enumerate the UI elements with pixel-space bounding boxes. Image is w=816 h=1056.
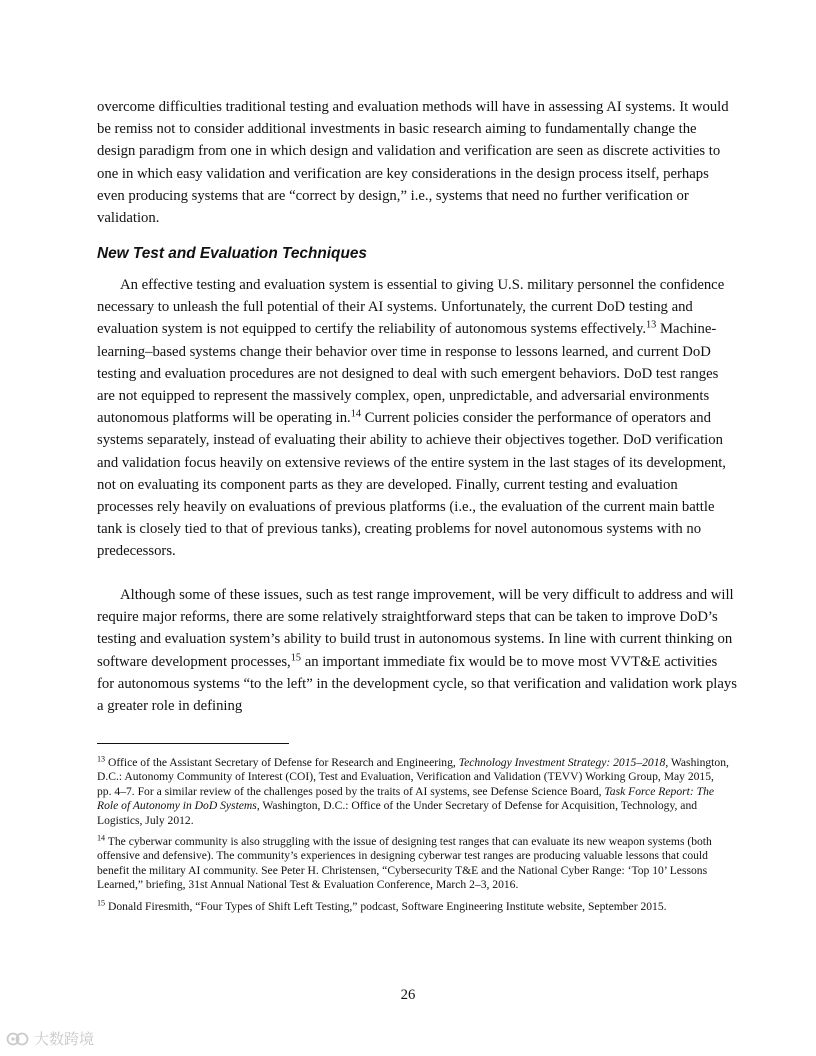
footnote-13 [97,756,729,828]
watermark [6,1028,94,1049]
brand-logo-icon [6,1030,30,1048]
footnote-number: 15 [97,898,106,908]
footnote-text: Donald Firesmith, “Four Types of Shift Left Testing,” podcast, Software Engineering Institute website, September 2015. [105,899,667,913]
paragraph-test-evaluation [97,274,737,563]
footnote-14 [97,835,729,893]
paragraph-text: Current policies consider the performance of operators and systems separately, instead of evaluating their ability to achieve their objectives together. DoD verification and validation focus heavily on extensive reviews of the entire system in the last stages of its development, not on evaluating its component parts as they are developed. Finally, current testing and evaluation processes rely heavily on evaluations of previous platforms (i.e., the evaluation of the current main battle tank is closely tied to that of previous tanks), creating problems for novel autonomous systems with no predecessors. [97,410,726,560]
footnote-text: , Washington, D.C.: Autonomy Community of Interest (COI), Test and Evaluation, Verification and Validation (TEVV) Working Group, May 2015, pp. 4–7. For a similar review of the challenges posed by the traits of AI systems, see Defense Science Board, [97,756,729,798]
footnote-ref-13[interactable]: 13 [646,319,657,331]
footnotes [97,756,729,921]
footnote-divider [97,743,289,744]
paragraph-reforms [97,584,737,717]
footnote-number: 14 [97,833,106,843]
watermark-text: 大数跨境 [34,1030,95,1048]
footnote-ref-15[interactable]: 15 [290,651,302,663]
footnote-text: The cyberwar community is also struggling with the issue of designing test ranges that can evaluate its new weapon systems (both offensive and defensive). The community’s experiences in designing cyberwar test ranges are producing valuable lessons that could benefit the military AI community. See Peter H. Christensen, “Cybersecurity T&E and the National Cyber Range: ‘Top 10’ Lessons Learned,” briefing, 31st Annual National Test & Evaluation Conference, March 2–3, 2016. [97,835,712,892]
footnote-text: Office of the Assistant Secretary of Defense for Research and Engineering, [105,756,459,769]
paragraph-text: an important immediate fix would be to move most VVT&E activities for autonomous systems “to the left” in the development cycle, so that verification and validation work plays a greater role in defining [97,653,737,715]
footnote-15 [97,900,729,914]
footnote-ref-14[interactable]: 14 [350,408,362,420]
footnote-number: 13 [97,754,106,764]
footnote-text: , Washington, D.C.: Office of the Under Secretary of Defense for Acquisition, Technology, and Logistics, July 2012. [97,799,698,827]
page-number: 26 [400,987,416,1003]
footnote-title: Task Force Report: The Role of Autonomy in DoD Systems [97,784,715,813]
section-heading: New Test and Evaluation Techniques [97,245,367,262]
intro-paragraph: overcome difficulties traditional testing and evaluation methods will have in assessing AI systems. It would be remiss not to consider additional investments in basic research aiming to fundamentally change the design paradigm from one in which design and validation and verification are seen as discrete activities to one in which easy validation and verification are key considerations in the design process itself, perhaps even producing systems that are “correct by design,” i.e., systems that need no further verification or validation. [97,99,729,227]
footnote-title: Technology Investment Strategy: 2015–2018 [458,756,666,769]
paragraph-text: Machine-learning–based systems change their behavior over time in response to lessons learned, and current DoD testing and evaluation procedures are not designed to deal with such emergent behaviors. DoD test ranges are not equipped to represent the massively complex, open, unpredictable, and adversarial environments autonomous platforms will be operating in. [97,321,719,427]
paragraph-text: An effective testing and evaluation system is essential to giving U.S. military personnel the confidence necessary to unleash the full potential of their AI systems. Unfortunately, the current DoD testing and evaluation system is not equipped to certify the reliability of autonomous systems effectively. [97,277,725,338]
paragraph-text: Although some of these issues, such as test range improvement, will be very difficult to address and will require major reforms, there are some relatively straightforward steps that can be taken to improve DoD’s testing and evaluation system’s ability to build trust in autonomous systems. In line with current thinking on software development processes, [97,587,734,670]
